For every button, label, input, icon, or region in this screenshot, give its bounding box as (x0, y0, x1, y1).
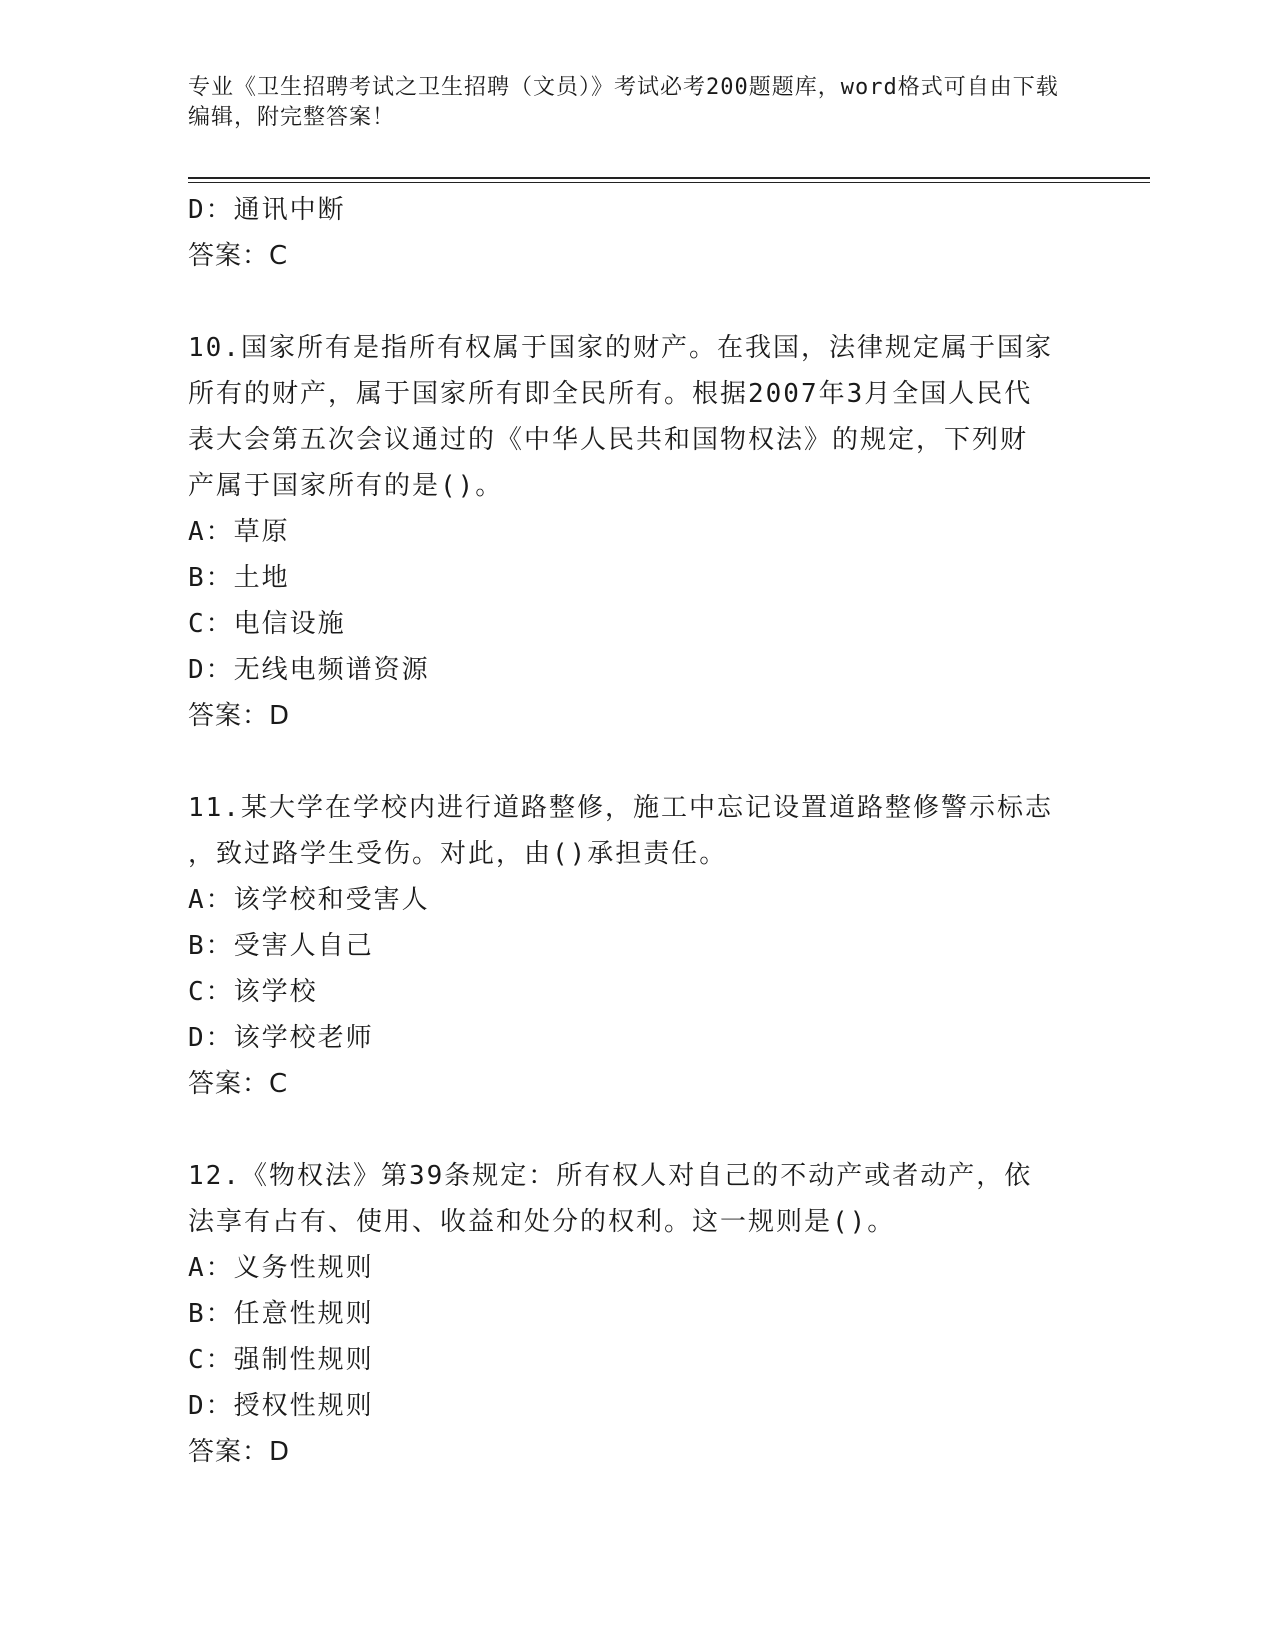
option-line: A：义务性规则 (188, 1253, 374, 1283)
header-divider-thin (188, 182, 1150, 183)
option-line: A：草原 (188, 517, 290, 547)
option-line: C：强制性规则 (188, 1345, 374, 1375)
header-divider-thick (188, 177, 1150, 179)
question-text-line: 11.某大学在学校内进行道路整修，施工中忘记设置道路整修警示标志 (188, 793, 1053, 823)
option-line: C：该学校 (188, 977, 318, 1007)
question-text-line: 表大会第五次会议通过的《中华人民共和国物权法》的规定，下列财 (188, 425, 1029, 455)
answer-line: 答案：D (188, 1437, 291, 1467)
option-line: C：电信设施 (188, 609, 346, 639)
answer-line: 答案：C (188, 241, 289, 271)
option-line: B：受害人自己 (188, 931, 374, 961)
option-line: D：无线电频谱资源 (188, 655, 430, 685)
answer-line: 答案：D (188, 701, 291, 731)
option-line: D：通讯中断 (188, 195, 346, 225)
option-line: B：土地 (188, 563, 290, 593)
spacer (188, 279, 1068, 325)
question-list (188, 187, 1068, 1475)
option-line: D：授权性规则 (188, 1391, 374, 1421)
question-text-line: 12.《物权法》第39条规定：所有权人对自己的不动产或者动产，依 (188, 1161, 1033, 1191)
option-line: D：该学校老师 (188, 1023, 374, 1053)
spacer (188, 739, 1068, 785)
question-text-line: ，致过路学生受伤。对此，由()承担责任。 (188, 839, 728, 869)
question-text-line: 法享有占有、使用、收益和处分的权利。这一规则是()。 (188, 1207, 896, 1237)
spacer (188, 1107, 1068, 1153)
question-text-line: 10.国家所有是指所有权属于国家的财产。在我国，法律规定属于国家 (188, 333, 1053, 363)
question-text-line: 所有的财产，属于国家所有即全民所有。根据2007年3月全国人民代 (188, 379, 1033, 409)
option-line: B：任意性规则 (188, 1299, 374, 1329)
question-text-line: 产属于国家所有的是()。 (188, 471, 504, 501)
document-header: 专业《卫生招聘考试之卫生招聘（文员）》考试必考200题题库，word格式可自由下载编辑，附完整答案！ (188, 75, 1059, 130)
answer-line: 答案：C (188, 1069, 289, 1099)
option-line: A：该学校和受害人 (188, 885, 430, 915)
